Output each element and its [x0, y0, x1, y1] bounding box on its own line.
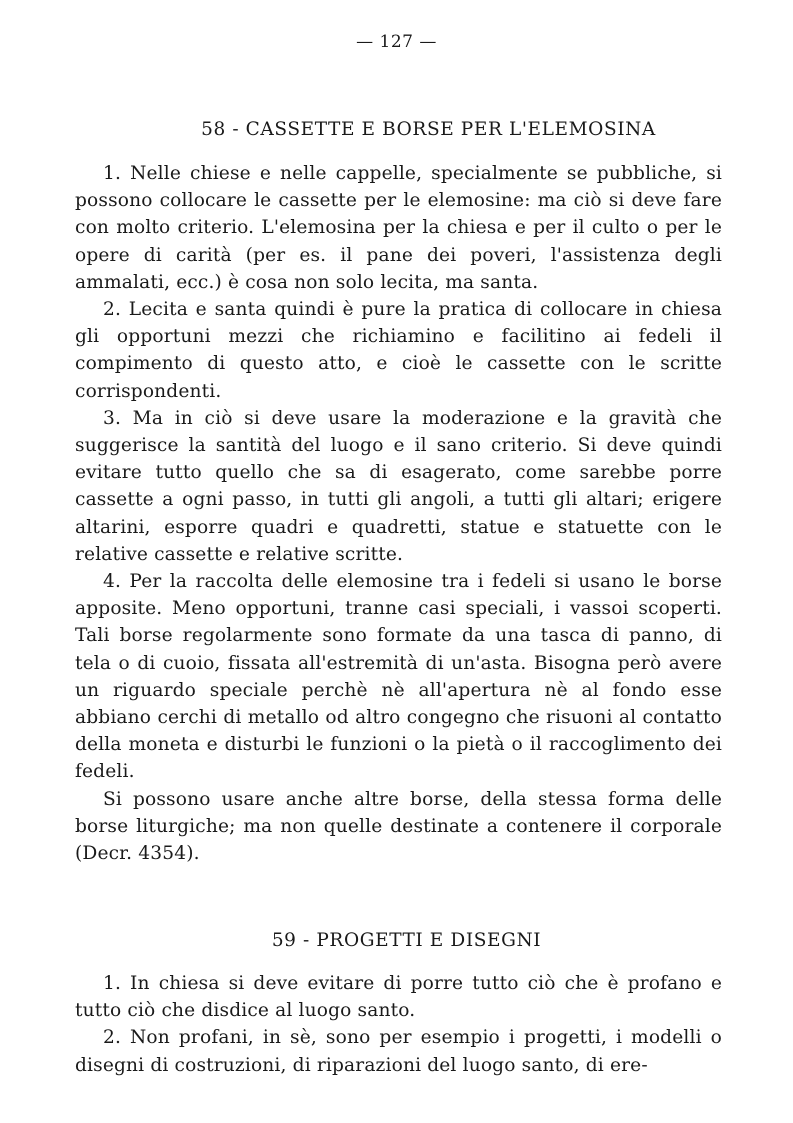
- paragraph-59-2: 2. Non profani, in sè, sono per esempio i progetti, i modelli o disegni di costruzioni, di riparazioni del luogo santo, di ere-: [75, 1027, 722, 1076]
- section-body-59: [75, 970, 722, 1079]
- section-heading-59: 59 - PROGETTI E DISEGNI: [271, 930, 542, 951]
- page-number: — 127 —: [356, 32, 437, 52]
- paragraph-58-2: 2. Lecita e santa quindi è pure la pratica di collocare in chiesa gli opportuni mezzi che richiamino e facilitino ai fedeli il compimento di questo atto, e cioè le cassette con le scritte corrispondenti.: [75, 299, 722, 402]
- section-body-58: [75, 160, 722, 867]
- paragraph-58-5: Si possono usare anche altre borse, della stessa forma delle borse liturgiche; ma non quelle destinate a contenere il corporale (Decr. 4354).: [75, 788, 722, 865]
- paragraph-59-1: 1. In chiesa si deve evitare di porre tutto ciò che è profano e tutto ciò che disdice al luogo santo.: [75, 973, 722, 1022]
- section-heading-58: 58 - CASSETTE E BORSE PER L'ELEMOSINA: [201, 119, 656, 140]
- paragraph-58-4: 4. Per la raccolta delle elemosine tra i fedeli si usano le borse apposite. Meno opportuni, tranne casi speciali, i vassoi scoperti. Tali borse regolarmente sono formate da una tasca di panno, di tela o di cuoio, fissata all'estremità di un'asta. Bisogna però avere un riguardo speciale perchè nè all'apertura nè al fondo esse abbiano cerchi di metallo od altro congegno che risuoni al contatto della moneta e disturbi le funzioni o la pietà o il raccoglimento dei fedeli.: [75, 571, 722, 783]
- paragraph-58-1: 1. Nelle chiese e nelle cappelle, specialmente se pubbliche, si possono collocare le cassette per le elemosine: ma ciò si deve fare con molto criterio. L'elemosina per la chiesa e per il culto o per le opere di carità (per es. il pane dei poveri, l'assistenza degli ammalati, ecc.) è cosa non solo lecita, ma santa.: [75, 163, 722, 293]
- paragraph-58-3: 3. Ma in ciò si deve usare la moderazione e la gravità che suggerisce la santità del luogo e il sano criterio. Si deve quindi evitare tutto quello che sa di esagerato, come sarebbe porre cassette a ogni passo, in tutti gli angoli, a tutti gli altari; erigere altarini, esporre quadri e quadretti, statue e statuette con le relative cassette e relative scritte.: [75, 407, 722, 565]
